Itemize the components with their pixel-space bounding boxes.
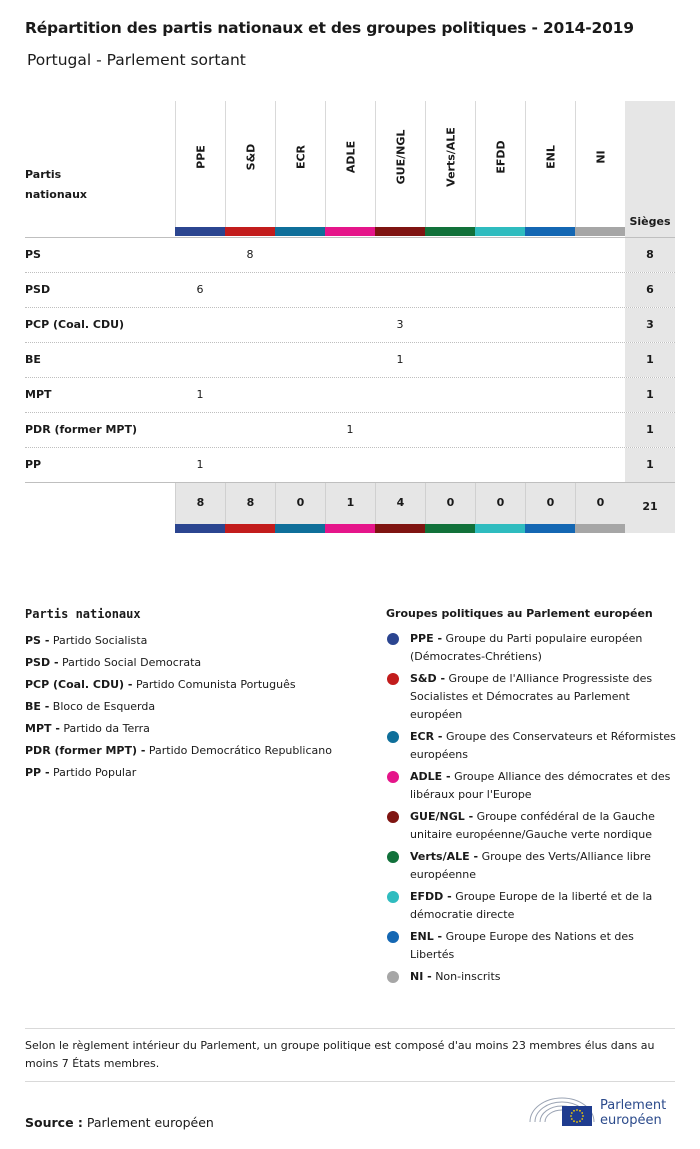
seat-cell (175, 308, 225, 342)
group-total-cell: 8 (225, 483, 275, 524)
table-row (25, 447, 675, 482)
seat-cell (375, 448, 425, 482)
group-color-bar-bottom (225, 524, 275, 533)
group-color-dot-icon (387, 931, 399, 943)
party-legend-item (25, 718, 365, 740)
group-color-bar (525, 227, 575, 236)
party-name: BE (25, 353, 41, 366)
seat-cell (275, 343, 325, 377)
group-color-dot-icon (387, 851, 399, 863)
group-header-label: NI (594, 150, 607, 164)
sieges-column-header (625, 101, 675, 237)
group-legend-abbr: ENL - (410, 930, 443, 943)
seat-cell (425, 448, 475, 482)
seat-cell (475, 413, 525, 447)
group-legend-name: Groupe des Conservateurs et Réformistes européens (410, 730, 676, 761)
group-column-header (525, 101, 575, 237)
seat-cell (425, 238, 475, 272)
seat-cell (375, 413, 425, 447)
party-legend-name: Partido Popular (53, 766, 137, 779)
group-column-header (575, 101, 625, 237)
seat-cell (475, 238, 525, 272)
seat-cell (525, 308, 575, 342)
party-name: PP (25, 458, 42, 471)
group-legend-abbr: S&D - (410, 672, 446, 685)
group-color-bar (475, 227, 525, 236)
grand-total: 21 (625, 483, 675, 533)
seat-cell (575, 273, 625, 307)
legend-groups (386, 607, 676, 990)
table-row (25, 412, 675, 447)
group-color-dot-icon (387, 731, 399, 743)
group-header-cell (175, 101, 225, 227)
seat-cell (575, 413, 625, 447)
group-legend-item (386, 888, 676, 924)
seat-cell (325, 273, 375, 307)
party-legend-abbr: PP - (25, 766, 50, 779)
seat-cell: 1 (346, 423, 354, 436)
group-totals-row (175, 482, 675, 532)
group-color-bar (225, 227, 275, 236)
group-color-bar (325, 227, 375, 236)
seat-cell: 1 (396, 353, 404, 366)
party-name: PDR (former MPT) (25, 423, 138, 436)
seat-cell (325, 343, 375, 377)
party-legend-abbr: MPT - (25, 722, 60, 735)
group-legend-name: Groupe Europe des Nations et des Libertés (410, 930, 634, 961)
group-legend-abbr: Verts/ALE - (410, 850, 479, 863)
seat-cell (475, 378, 525, 412)
eu-star-icon (576, 1121, 578, 1123)
row-total: 6 (625, 273, 675, 307)
page-subtitle: Portugal - Parlement sortant (27, 51, 246, 69)
group-legend-name: Groupe confédéral de la Gauche unitaire européenne/Gauche verte nordique (410, 810, 655, 841)
row-total: 3 (625, 308, 675, 342)
eu-star-icon (571, 1118, 573, 1120)
party-legend-item (25, 630, 365, 652)
row-total: 1 (625, 413, 675, 447)
party-legend-name: Partido Socialista (52, 634, 148, 647)
group-legend-name: Non-inscrits (435, 970, 501, 983)
party-name: MPT (25, 388, 52, 401)
legend-parties-title: Partis nationaux (25, 607, 141, 621)
group-legend-abbr: ADLE - (410, 770, 451, 783)
group-legend-name: Groupe des Verts/Alliance libre européenne (410, 850, 651, 881)
seat-cell (275, 448, 325, 482)
source-label: Source : (25, 1115, 83, 1130)
seat-cell (425, 378, 475, 412)
seat-cell (325, 238, 375, 272)
group-color-dot-icon (387, 971, 399, 983)
group-header-label: EFDD (494, 140, 507, 174)
seat-cell (575, 343, 625, 377)
group-legend-abbr: EFDD - (410, 890, 452, 903)
table-row (25, 307, 675, 342)
eu-star-icon (573, 1120, 575, 1122)
party-column-header: Partis nationaux (25, 168, 88, 201)
group-header-label: GUE/NGL (394, 129, 407, 185)
eu-star-icon (581, 1118, 583, 1120)
party-legend-abbr: PDR (former MPT) - (25, 744, 146, 757)
legend-parties (25, 607, 365, 784)
seat-cell (525, 238, 575, 272)
seat-cell (575, 448, 625, 482)
seat-cell: 8 (246, 248, 254, 261)
group-header-cell (425, 101, 475, 227)
group-legend-name: Groupe Europe de la liberté et de la démocratie directe (410, 890, 653, 921)
group-total-cell: 0 (275, 483, 325, 524)
seat-cell (425, 413, 475, 447)
group-legend-abbr: NI - (410, 970, 432, 983)
group-legend-name: Groupe du Parti populaire européen (Démocrates-Chrétiens) (410, 632, 643, 663)
group-color-bar-bottom (425, 524, 475, 533)
seat-cell (275, 378, 325, 412)
logo-line-2: européen (600, 1113, 662, 1128)
row-total: 1 (625, 343, 675, 377)
group-total-cell: 0 (525, 483, 575, 524)
group-legend-item (386, 670, 676, 724)
group-color-bar-bottom (275, 524, 325, 533)
group-column-header (375, 101, 425, 237)
seat-cell (375, 273, 425, 307)
logo-line-1: Parlement (600, 1098, 667, 1113)
group-total-cell: 0 (475, 483, 525, 524)
party-legend-item (25, 762, 365, 784)
group-header-label: ECR (294, 144, 307, 170)
group-header-cell (375, 101, 425, 227)
seat-cell (325, 448, 375, 482)
party-legend-item (25, 652, 365, 674)
group-color-bar-bottom (575, 524, 625, 533)
party-legend-abbr: PS - (25, 634, 50, 647)
seat-cell (575, 238, 625, 272)
seat-cell (575, 378, 625, 412)
table-row (25, 342, 675, 377)
group-header-cell (575, 101, 625, 227)
group-color-bar (575, 227, 625, 236)
group-total-cell: 8 (175, 483, 225, 524)
group-color-bar (175, 227, 225, 236)
seat-cell (275, 238, 325, 272)
group-color-bar-bottom (175, 524, 225, 533)
group-total-cell: 0 (425, 483, 475, 524)
table-row (25, 272, 675, 307)
sieges-header-label: Sièges (629, 215, 671, 228)
group-header-cell (225, 101, 275, 227)
party-legend-item (25, 696, 365, 718)
group-total-cell: 4 (375, 483, 425, 524)
group-legend-item (386, 848, 676, 884)
group-header-cell (475, 101, 525, 227)
group-legend-item (386, 768, 676, 804)
group-color-dot-icon (387, 811, 399, 823)
seat-cell (225, 308, 275, 342)
group-header-label: Verts/ALE (444, 127, 457, 187)
row-total: 1 (625, 448, 675, 482)
seat-cell (475, 308, 525, 342)
eu-star-icon (582, 1115, 584, 1117)
eu-star-icon (579, 1120, 581, 1122)
group-header-label: S&D (244, 143, 257, 171)
party-legend-name: Partido Comunista Português (135, 678, 296, 691)
eu-star-icon (570, 1115, 572, 1117)
seat-cell (325, 308, 375, 342)
group-total-cell: 0 (575, 483, 625, 524)
group-legend-abbr: PPE - (410, 632, 443, 645)
seat-cell (325, 378, 375, 412)
parliament-logo (528, 1092, 678, 1132)
group-column-header (275, 101, 325, 237)
party-legend-item (25, 674, 365, 696)
seat-cell (525, 413, 575, 447)
party-name: PCP (Coal. CDU) (25, 318, 125, 331)
seat-cell (525, 378, 575, 412)
seat-cell (225, 448, 275, 482)
eu-star-icon (576, 1109, 578, 1111)
seat-cell (375, 378, 425, 412)
group-column-header (475, 101, 525, 237)
party-name: PSD (25, 283, 51, 296)
table-row (25, 377, 675, 412)
seat-cell (425, 343, 475, 377)
group-header-label: PPE (194, 145, 207, 169)
party-name: PS (25, 248, 41, 261)
row-total: 1 (625, 378, 675, 412)
row-total: 8 (625, 238, 675, 272)
group-legend-item (386, 630, 676, 666)
seat-cell (375, 238, 425, 272)
group-legend-item (386, 808, 676, 844)
source-line (25, 1115, 214, 1130)
group-legend-name: Groupe Alliance des démocrates et des libéraux pour l'Europe (410, 770, 671, 801)
seat-cell (575, 308, 625, 342)
seat-cell (225, 378, 275, 412)
seat-cell (275, 308, 325, 342)
party-legend-abbr: PSD - (25, 656, 59, 669)
seat-cell (425, 308, 475, 342)
source-value: Parlement européen (86, 1115, 214, 1130)
party-legend-item (25, 740, 365, 762)
seat-cell (225, 343, 275, 377)
group-column-header (425, 101, 475, 237)
eu-star-icon (571, 1112, 573, 1114)
seat-cell (275, 273, 325, 307)
group-total-cell: 1 (325, 483, 375, 524)
party-legend-name: Bloco de Esquerda (52, 700, 156, 713)
seat-cell: 3 (396, 318, 404, 331)
seat-cell (525, 273, 575, 307)
page-title: Répartition des partis nationaux et des groupes politiques - 2014-2019 (25, 19, 634, 37)
group-color-bar-bottom (325, 524, 375, 533)
group-legend-abbr: ECR - (410, 730, 443, 743)
group-legend-item (386, 928, 676, 964)
party-legend-abbr: PCP (Coal. CDU) - (25, 678, 133, 691)
seat-cell (175, 343, 225, 377)
group-header-label: ENL (544, 145, 557, 169)
seat-cell: 1 (196, 458, 204, 471)
rules-note: Selon le règlement intérieur du Parlement, un groupe politique est composé d'au moins 23 membres élus dans au moins 7 États membres. (25, 1028, 675, 1082)
group-column-header (325, 101, 375, 237)
seat-cell (425, 273, 475, 307)
group-column-header (175, 101, 225, 237)
group-color-dot-icon (387, 891, 399, 903)
group-header-label: ADLE (344, 140, 357, 174)
seat-cell (525, 448, 575, 482)
eu-star-icon (573, 1110, 575, 1112)
group-color-dot-icon (387, 673, 399, 685)
group-color-dot-icon (387, 633, 399, 645)
group-legend-abbr: GUE/NGL - (410, 810, 474, 823)
group-legend-item (386, 968, 676, 986)
group-legend-name: Groupe de l'Alliance Progressiste des Socialistes et Démocrates au Parlement européen (410, 672, 653, 721)
group-color-bar (425, 227, 475, 236)
party-legend-name: Partido Democrático Republicano (148, 744, 332, 757)
party-legend-name: Partido Social Democrata (62, 656, 202, 669)
seat-cell (475, 343, 525, 377)
seat-cell (275, 413, 325, 447)
group-color-bar-bottom (525, 524, 575, 533)
eu-star-icon (581, 1112, 583, 1114)
group-header-cell (325, 101, 375, 227)
seat-cell (225, 273, 275, 307)
seat-cell (225, 413, 275, 447)
eu-flag-icon (562, 1106, 592, 1126)
table-row (25, 237, 675, 272)
eu-star-icon (579, 1110, 581, 1112)
seat-cell (175, 238, 225, 272)
group-color-bar (375, 227, 425, 236)
group-header-cell (275, 101, 325, 227)
seat-cell (525, 343, 575, 377)
group-color-dot-icon (387, 771, 399, 783)
group-legend-item (386, 728, 676, 764)
legend-groups-title: Groupes politiques au Parlement européen (386, 607, 653, 620)
group-header-cell (525, 101, 575, 227)
seat-cell: 6 (196, 283, 204, 296)
group-color-bar (275, 227, 325, 236)
seat-cell (475, 273, 525, 307)
group-color-bar-bottom (375, 524, 425, 533)
seat-cell (475, 448, 525, 482)
party-legend-name: Partido da Terra (63, 722, 150, 735)
seat-cell: 1 (196, 388, 204, 401)
totals-separator (25, 482, 175, 483)
group-column-header (225, 101, 275, 237)
seat-cell (175, 413, 225, 447)
party-legend-abbr: BE - (25, 700, 50, 713)
group-color-bar-bottom (475, 524, 525, 533)
parliament-hemicycle-icon (528, 1092, 596, 1132)
